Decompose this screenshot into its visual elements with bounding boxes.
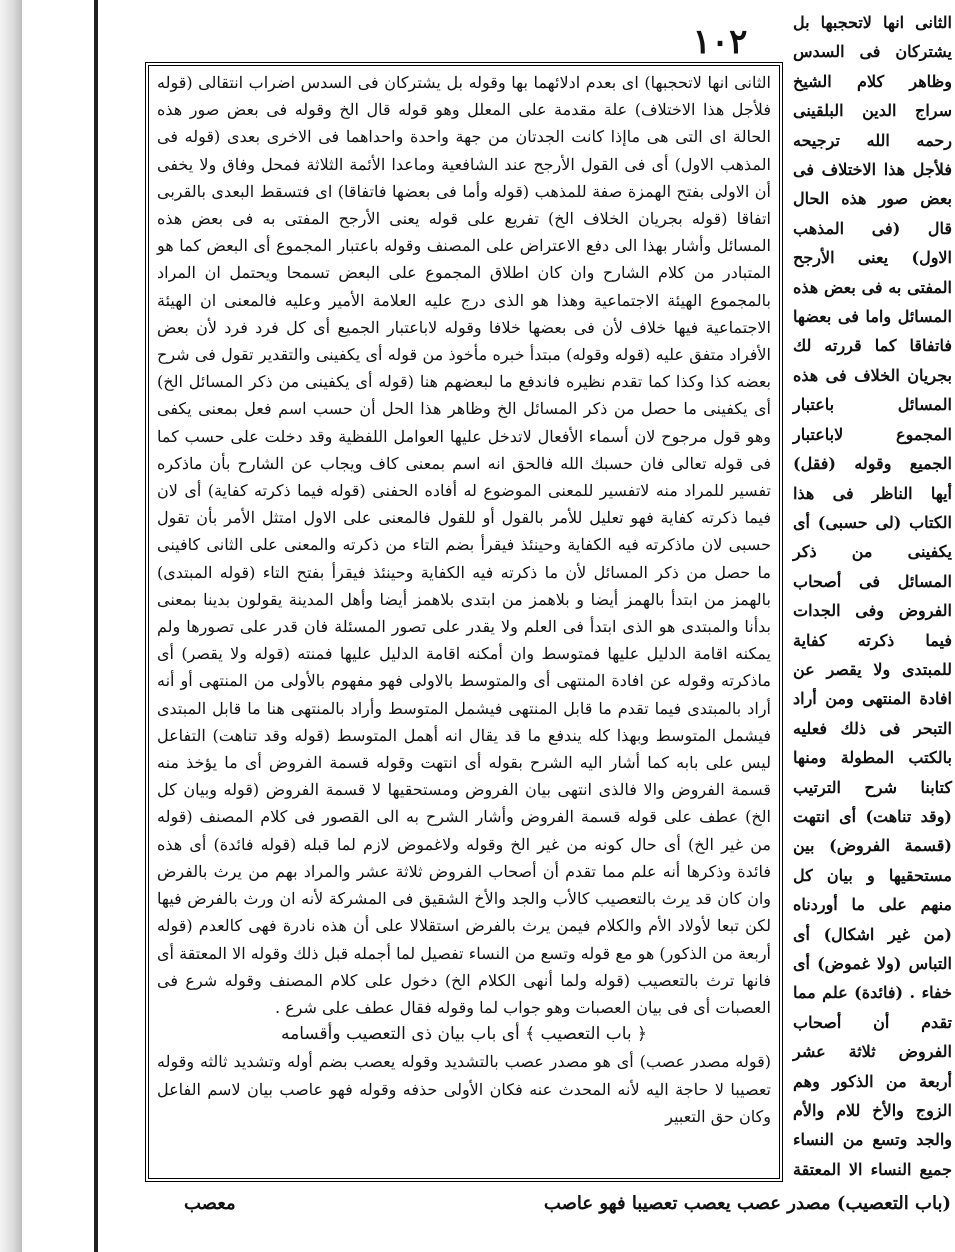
scan-edge-shadow [0,0,22,1252]
footer-text: (باب التعصيب) مصدر عصب يعصب تعصيبا فهو عاصب [543,1192,951,1214]
main-paragraph: الثانى انها لاتحجبها) اى بعدم ادلائهما بها وقوله بل يشتركان فى السدس اضراب انتقالى (قوله فلأجل هذا الاختلاف) علة مقدمة على المعلل وهو قوله قال الخ وقوله فى بعض صور هذه الحالة اى التى هى ماإذا كانت الجدتان من جهة واحدة واحداهما فى الاخرى بعدى (قوله فى المذهب الاول) أى فى القول الأرجح عند الشافعية وماعدا الأئمة الثلاثة فمحل وفاق ولا يخفى أن الاولى بفتح الهمزة صفة للمذهب (قوله وأما فى بعضها فاتفاقا) اى فتسقط البعدى بالقربى اتفاقا (قوله بجريان الخلاف الخ) تفريع على قوله يعنى الأرجح المفتى به فى بعض هذه المسائل وأشار بهذا الى دفع الاعتراض على المصنف وقوله باعتبار المجموع أى البعض كما هو المتبادر من كلام الشارح وان كان اطلاق المجموع على البعض تسمحا ويحتمل ان المراد بالمجموع الهيئة الاجتماعية وهذا هو الذى درج عليه العلامة الأمير وعليه فالمعنى ان الهيئة الاجتماعية فيها خلاف لأن فى بعضها خلافا وقوله لاباعتبار الجميع أى كل فرد فرد لأن بعض الأفراد متفق عليه (قوله وقوله) مبتدأ خبره مأخوذ من قوله أى يكفينى والتقدير تقول فى شرح بعضه كذا وكذا كما تقدم نظيره فاندفع ما لبعضهم هنا (قوله أى يكفينى من ذكر المسائل الخ) أى يكفينى ما حصل من ذكر المسائل الخ وظاهر هذا الحل أن حسب اسم فعل بمعنى يكفى وهو قول مرجوح لان أسماء الأفعال لاتدخل عليها العوامل اللفظية وقد دخلت على حسب كما فى قوله تعالى فان حسبك الله فالحق انه اسم بمعنى كاف ويجاب عن الشارح بأن ماذكره تفسير للمراد منه لاتفسير للمعنى الموضوع له أفاده الحفنى (قوله فيما ذكرته كفاية) أى لان فيما ذكرته كفاية فهو تعليل للأمر بالقول أو للقول فالمعنى على الاول امتثل الأمر بأن تقول حسبى لان ماذكرته فيه الكفاية وحينئذ فيقرأ بضم التاء من ذكرته والمعنى على الثانى كافينى ما حصل من ذكر المسائل لأن ما ذكرته فيه الكفاية وحينئذ فيقرأ بفتح التاء (قوله المبتدى) بالهمز من ابتدأ بالهمز أيضا و بلاهمز من ابتدى بلاهمز أيضا وأهل المدينة يقولون بدينا بمعنى بدأنا والمبتدى هو الذى ابتدأ فى العلم ولا يقدر على تصور المسئلة فان قدر على تصورها ولم يمكنه اقامة الدليل عليها فمتوسط وان أمكنه اقامة الدليل عليها فمنته (قوله ولا يقصر) أى ماذكرته وقوله عن افادة المنتهى أى والمتوسط بالاولى فهو مفهوم بالأولى من المنتهى أو أنه أراد بالمبتدى فيما تقدم ما قابل المنتهى فيشمل المتوسط وأراد بالمنتهى هنا ما قابل المبتدى فيشمل المتوسط وبهذا كله يندفع ما قد يقال انه أهمل المتوسط (قوله وقد تناهت) التفاعل ليس على بابه كما أشار اليه الشرح بقوله أى انتهت وقوله قسمة الفروض أى ما يؤخذ منه قسمة الفروض والا فالذى انتهى بيان الفروض ومستحقيها لا قسمة الفروض (قوله وبيان كل الخ) عطف على قوله قسمة الفروض وأشار الشرح به الى القصور فى كلام المصنف (قوله من غير الخ) أى حال كونه من غير الخ وقوله ولاغموض لازم لما قبله (قوله فائدة) أى هذه فائدة وذكرها أنه علم مما تقدم أن أصحاب الفروض ثلاثة عشر والمراد بهم من يرث بالفرض وان كان قد يرث بالتعصيب كالأب والجد والأخ الشقيق فى المشركة لأنه ان ورث بالفرض فيها لكن تبعا لأولاد الأم والكلام فيمن يرث بالفرض استقلالا على أن هذه نادرة فهى كالعدم (قوله أربعة من الذكور) هو مع قوله وتسع من النساء تفصيل لما أجمله قبل ذلك وقوله الا المعتقة أى فانها ترث بالتعصيب (قوله ولما أنهى الكلام الخ) دخول على كلام المصنف وقوله شرع فى العصبات أى فى بيان العصبات وهو جواب لما وقوله فقال عطف على شرع . [157,73,772,1017]
marginal-paragraph: الثانى انها لاتحجبها بل يشتركان فى السدس وظاهر كلام الشيخ سراج الدين البلقينى رحمه الله ترجيحه فلأجل هذا الاختلاف فى بعض صور هذه الحال قال (فى المذهب الاول) يعنى الأرجح المفتى به فى بعض هذه المسائل واما فى بعضها فاتفاقا كما قررته لك بجريان الخلاف فى هذه المسائل باعتبار المجموع لاباعتبار الجميع وقوله (فقل) أيها الناظر فى هذا الكتاب (لى حسبى) أى يكفينى من ذكر المسائل فى أصحاب الفروض وفى الجدات فيما ذكرته كفاية للمبتدى ولا يقصر عن افادة المنتهى ومن أراد التبحر فى ذلك فعليه بالكتب المطولة ومنها كتابنا شرح الترتيب (وقد تناهت) أى انتهت (قسمة الفروض) بين مستحقيها و بيان كل منهم على ما أوردناه (من غير اشكال) أى التباس (ولا غموض) أى خفاء . (فائدة) علم مما تقدم أن أصحاب الفروض ثلاثة عشر أربعة من الذكور وهم الزوج والأخ للام والأم والجد وتسع من النساء جميع النساء الا المعتقة [793,13,952,1179]
main-text-column [152,67,776,1177]
page-gutter-line [94,0,98,1252]
footer-catchword: معصب [184,1192,236,1214]
footer-catch-line [180,1186,955,1220]
main-closing-paragraph: (قوله مصدر عصب) أى هو مصدر عصب بالتشديد وقوله يعصب بضم أوله وتشديد ثالثه وقوله تعصيبا لا حاجة اليه لأنه المحدث عنه فكان الأولى حذفه وقوله فهو عاصب بيان لاسم الفاعل وكان حق التعبير [157,1052,771,1126]
chapter-heading: ﴿ باب التعصيب ﴾ أى باب بيان ذى التعصيب وأقسامه [280,1024,648,1045]
page-number: ١٠٢ [692,22,748,62]
marginal-text-column [790,8,955,1188]
